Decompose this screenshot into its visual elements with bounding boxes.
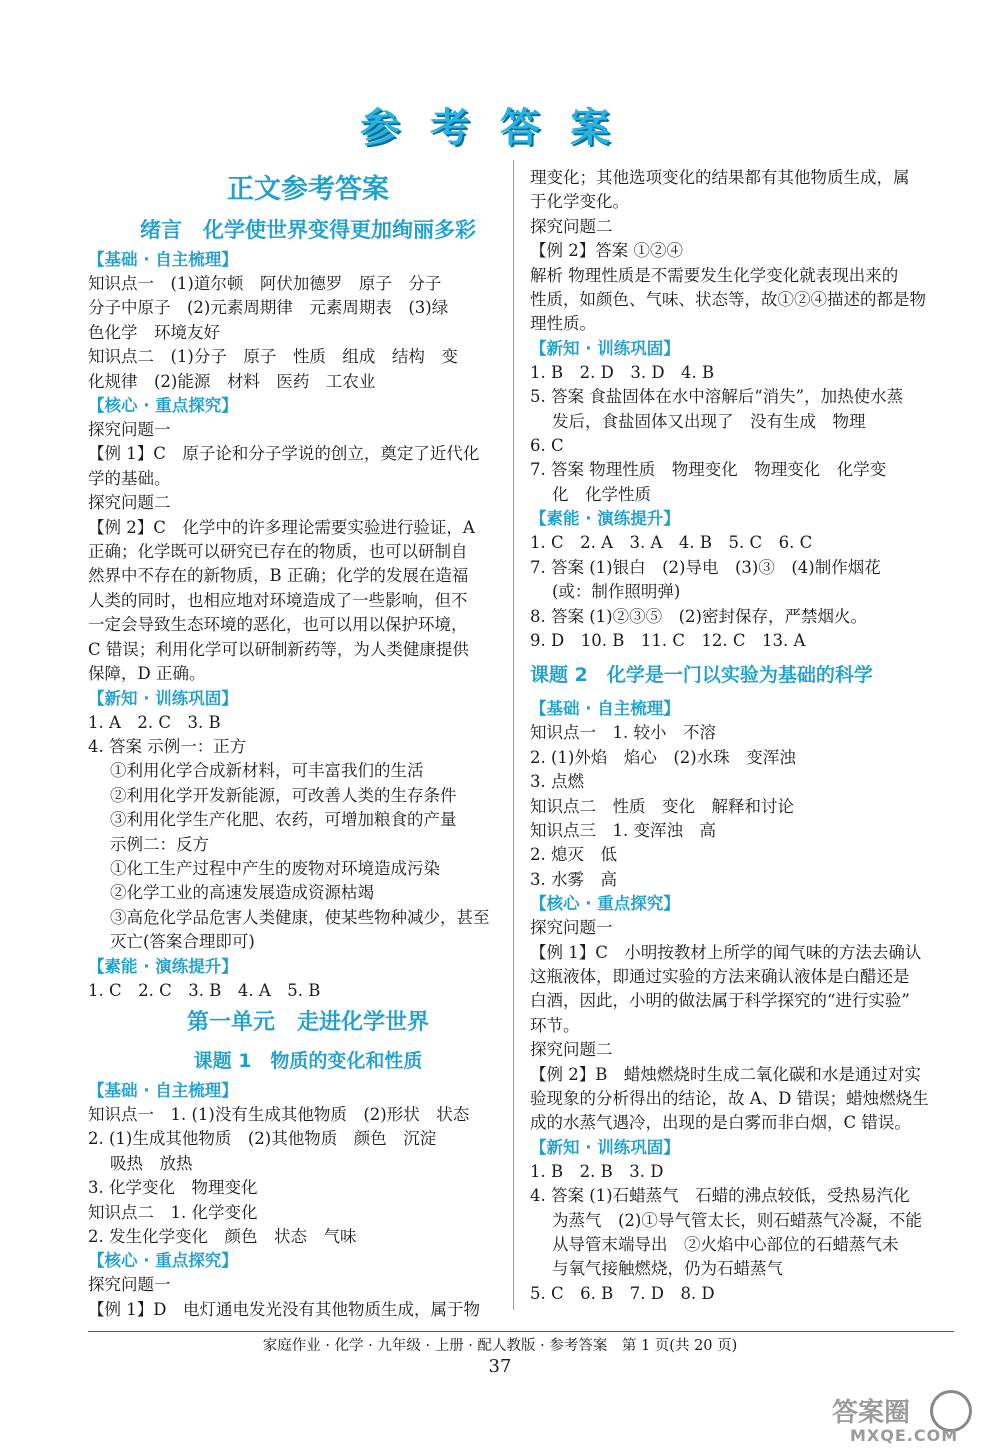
right-answer-line: 6. C [530, 436, 564, 456]
left-answer-line: 【例 2】C 化学中的许多理论需要实验进行验证，A [88, 517, 475, 537]
left-section-tag: 【核心 · 重点探究】 [88, 396, 238, 416]
left-section-tag: 【基础 · 自主梳理】 [88, 250, 238, 269]
left-answer-line: 色化学 环境友好 [88, 322, 220, 342]
left-answer-line: 正确；化学既可以研究已存在的物质，也可以研制自 [88, 542, 468, 562]
right-answer-line: 1. C 2. A 3. A 4. B 5. C 6. C [530, 533, 813, 553]
left-answer-line: ③高危化学品危害人类健康，使某些物种减少，甚至 [110, 907, 490, 927]
section-title: 正文参考答案 [227, 174, 389, 205]
left-answer-line: 探究问题一 [88, 420, 171, 440]
right-column [530, 166, 970, 1306]
right-answer-line: 7. 答案 (1)银白 (2)导电 (3)③ (4)制作烟花 [530, 557, 881, 577]
left-column [88, 168, 528, 1322]
left-answer-line: 人类的同时，也相应地对环境造成了一些影响，但不 [88, 590, 468, 610]
right-answer-line: 5. 答案 食盐固体在水中溶解后“消失”，加热使水蒸 [530, 387, 904, 407]
left-answers-block-1 [88, 248, 528, 1003]
left-answer-line: ③利用化学生产化肥、农药，可增加粮食的产量 [110, 810, 457, 830]
right-answer-line: 理性质。 [530, 314, 596, 334]
right-answer-line: 与氧气接触燃烧，仍为石蜡蒸气 [552, 1259, 783, 1279]
left-answers-block-2 [88, 1079, 528, 1322]
right-answer-line: 为蒸气 (2)①导气管太长，则石蜡蒸气冷凝，不能 [552, 1210, 922, 1230]
right-answer-line: 这瓶液体，即通过实验的方法来确认液体是白醋还是 [530, 966, 910, 986]
left-answer-line: 探究问题一 [88, 1275, 171, 1295]
left-answer-line: 灭亡(答案合理即可) [110, 932, 255, 952]
footer: 家庭作业 · 化学 · 九年级 · 上册 · 配人教版 · 参考答案 第 1 页(共 20 页) [262, 1338, 738, 1354]
right-answer-line: 解析 物理性质是不需要发生化学变化就表现出来的 [530, 265, 899, 285]
right-answer-line: 9. D 10. B 11. C 12. C 13. A [530, 630, 806, 650]
left-answer-line: 分子中原子 (2)元素周期律 元素周期表 (3)绿 [88, 298, 449, 318]
right-answer-line: 7. 答案 物理性质 物理变化 物理变化 化学变 [530, 460, 887, 480]
right-answer-line: 知识点三 1. 变浑浊 高 [530, 820, 716, 840]
right-answer-line: 【例 2】B 蜡烛燃烧时生成二氧化碳和水是通过对实 [530, 1064, 921, 1084]
right-section-tag: 【基础 · 自主梳理】 [530, 699, 680, 719]
right-answer-line: 3. 点燃 [530, 772, 584, 792]
right-answer-line: 4. 答案 (1)石蜡蒸气 石蜡的沸点较低，受热易汽化 [530, 1186, 910, 1206]
left-answer-line: 探究问题二 [88, 493, 171, 513]
right-answer-line: 验现象的分析得出的结论，故 A、D 错误；蜡烛燃烧生 [530, 1089, 929, 1108]
left-answer-line: 保障，D 正确。 [88, 664, 206, 684]
right-answer-line: 【例 1】C 小明按教材上所学的闻气味的方法去确认 [530, 942, 922, 962]
left-answer-line: ①利用化学合成新材料，可丰富我们的生活 [110, 761, 424, 781]
right-answer-line: 理变化；其他选项变化的结果都有其他物质生成，属 [530, 168, 910, 187]
right-answer-line: 于化学变化。 [530, 192, 629, 212]
left-answer-line: 一定会导致生态环境的恶化，也可以用以保护环境， [88, 615, 468, 635]
right-answer-line: 知识点一 1. 较小 不溶 [530, 723, 716, 743]
left-answer-line: C 错误；利用化学可以研制新药等，为人类健康提供 [88, 639, 469, 659]
right-answer-line: 从导管末端导出 ②火焰中心部位的石蜡蒸气未 [552, 1235, 899, 1255]
footer-rule [88, 1331, 954, 1332]
right-answer-line: 2. (1)外焰 焰心 (2)水珠 变浑浊 [530, 747, 796, 767]
left-section-tag: 【核心 · 重点探究】 [88, 1251, 238, 1271]
left-answer-line: ②化学工业的高速发展造成资源枯竭 [110, 883, 374, 903]
unit-title: 第一单元 走进化学世界 [186, 1009, 429, 1035]
watermark-url: MXQE.COM [850, 1426, 959, 1445]
left-answer-line: 示例二：反方 [110, 834, 209, 854]
right-answer-line: 1. B 2. B 3. D [530, 1161, 664, 1181]
right-answers-block-2 [530, 697, 970, 1306]
right-answer-line: (或：制作照明弹) [552, 582, 681, 602]
left-answer-line: 3. 化学变化 物理变化 [88, 1178, 258, 1198]
right-answer-line: 环节。 [530, 1015, 580, 1035]
right-answer-line: 【例 2】答案 ①②④ [530, 241, 683, 261]
right-answer-line: 探究问题一 [530, 918, 613, 938]
left-answer-line: 【例 1】C 原子论和分子学说的创立，奠定了近代化 [88, 444, 480, 464]
left-answer-line: 1. A 2. C 3. B [88, 712, 221, 732]
left-section-tag: 【素能 · 演练提升】 [88, 956, 238, 976]
page-number: 37 [488, 1356, 512, 1377]
right-section-tag: 【新知 · 训练巩固】 [530, 338, 680, 358]
left-answer-line: 知识点一 1. (1)没有生成其他物质 (2)形状 状态 [88, 1104, 470, 1124]
right-answer-line: 探究问题二 [530, 216, 613, 236]
right-answer-line: 5. C 6. B 7. D 8. D [530, 1283, 715, 1303]
right-answer-line: 白酒，因此，小明的做法属于科学探究的“进行实验” [530, 991, 910, 1011]
right-answers-block-1 [530, 166, 970, 653]
left-answer-line: 【例 1】D 电灯通电发光没有其他物质生成，属于物 [88, 1299, 480, 1319]
watermark-text: 答案圈 [832, 1398, 911, 1428]
left-answer-line: 知识点一 (1)道尔顿 阿伏加德罗 原子 分子 [88, 274, 442, 293]
left-answer-line: ①化工生产过程中产生的废物对环境造成污染 [110, 858, 440, 878]
left-answer-line: 知识点二 (1)分子 原子 性质 组成 结构 变 [88, 347, 458, 367]
left-answer-line: 然界中不存在的新物质，B 正确；化学的发展在造福 [88, 566, 469, 586]
right-section-tag: 【新知 · 训练巩固】 [530, 1137, 680, 1157]
left-answer-line: 1. C 2. C 3. B 4. A 5. B [88, 980, 321, 1000]
left-answer-line: 吸热 放热 [110, 1153, 193, 1173]
left-answer-line: 2. (1)生成其他物质 (2)其他物质 颜色 沉淀 [88, 1129, 437, 1149]
left-answer-line: 2. 发生化学变化 颜色 状态 气味 [88, 1227, 357, 1246]
right-answer-line: 化 化学性质 [552, 484, 651, 504]
right-section-tag: 【核心 · 重点探究】 [530, 894, 680, 914]
lesson-2-title: 课题 2 化学是一门以实验为基础的科学 [530, 664, 873, 687]
left-answer-line: 知识点二 1. 化学变化 [88, 1202, 258, 1222]
left-answer-line: 学的基础。 [88, 468, 171, 488]
right-answer-line: 知识点二 性质 变化 解释和讨论 [530, 796, 794, 816]
right-answer-line: 成的水蒸气遇冷，出现的是白雾而非白烟，C 错误。 [530, 1113, 911, 1133]
page-title: 参考答案 [360, 105, 640, 151]
watermark-logo [832, 1390, 982, 1446]
left-answer-line: 4. 答案 示例一：正方 [88, 736, 247, 756]
left-answer-line: 化规律 (2)能源 材料 医药 工农业 [88, 371, 376, 391]
right-answer-line: 8. 答案 (1)②③⑤ (2)密封保存，严禁烟火。 [530, 606, 867, 626]
right-answer-line: 探究问题二 [530, 1040, 613, 1060]
right-answer-line: 性质，如颜色、气味、状态等，故①②④描述的都是物 [530, 290, 926, 310]
right-answer-line: 1. B 2. D 3. D 4. B [530, 362, 715, 382]
right-answer-line: 2. 熄灭 低 [530, 845, 617, 865]
left-section-tag: 【基础 · 自主梳理】 [88, 1080, 238, 1100]
intro-title: 绪言 化学使世界变得更加绚丽多彩 [140, 218, 476, 242]
left-answer-line: ②利用化学开发新能源，可改善人类的生存条件 [110, 785, 457, 805]
right-section-tag: 【素能 · 演练提升】 [530, 509, 680, 529]
lesson-1-title: 课题 1 物质的变化和性质 [193, 1049, 423, 1072]
left-section-tag: 【新知 · 训练巩固】 [88, 688, 238, 708]
right-answer-line: 发后，食盐固体又出现了 没有生成 物理 [552, 411, 866, 431]
right-answer-line: 3. 水雾 高 [530, 869, 617, 889]
